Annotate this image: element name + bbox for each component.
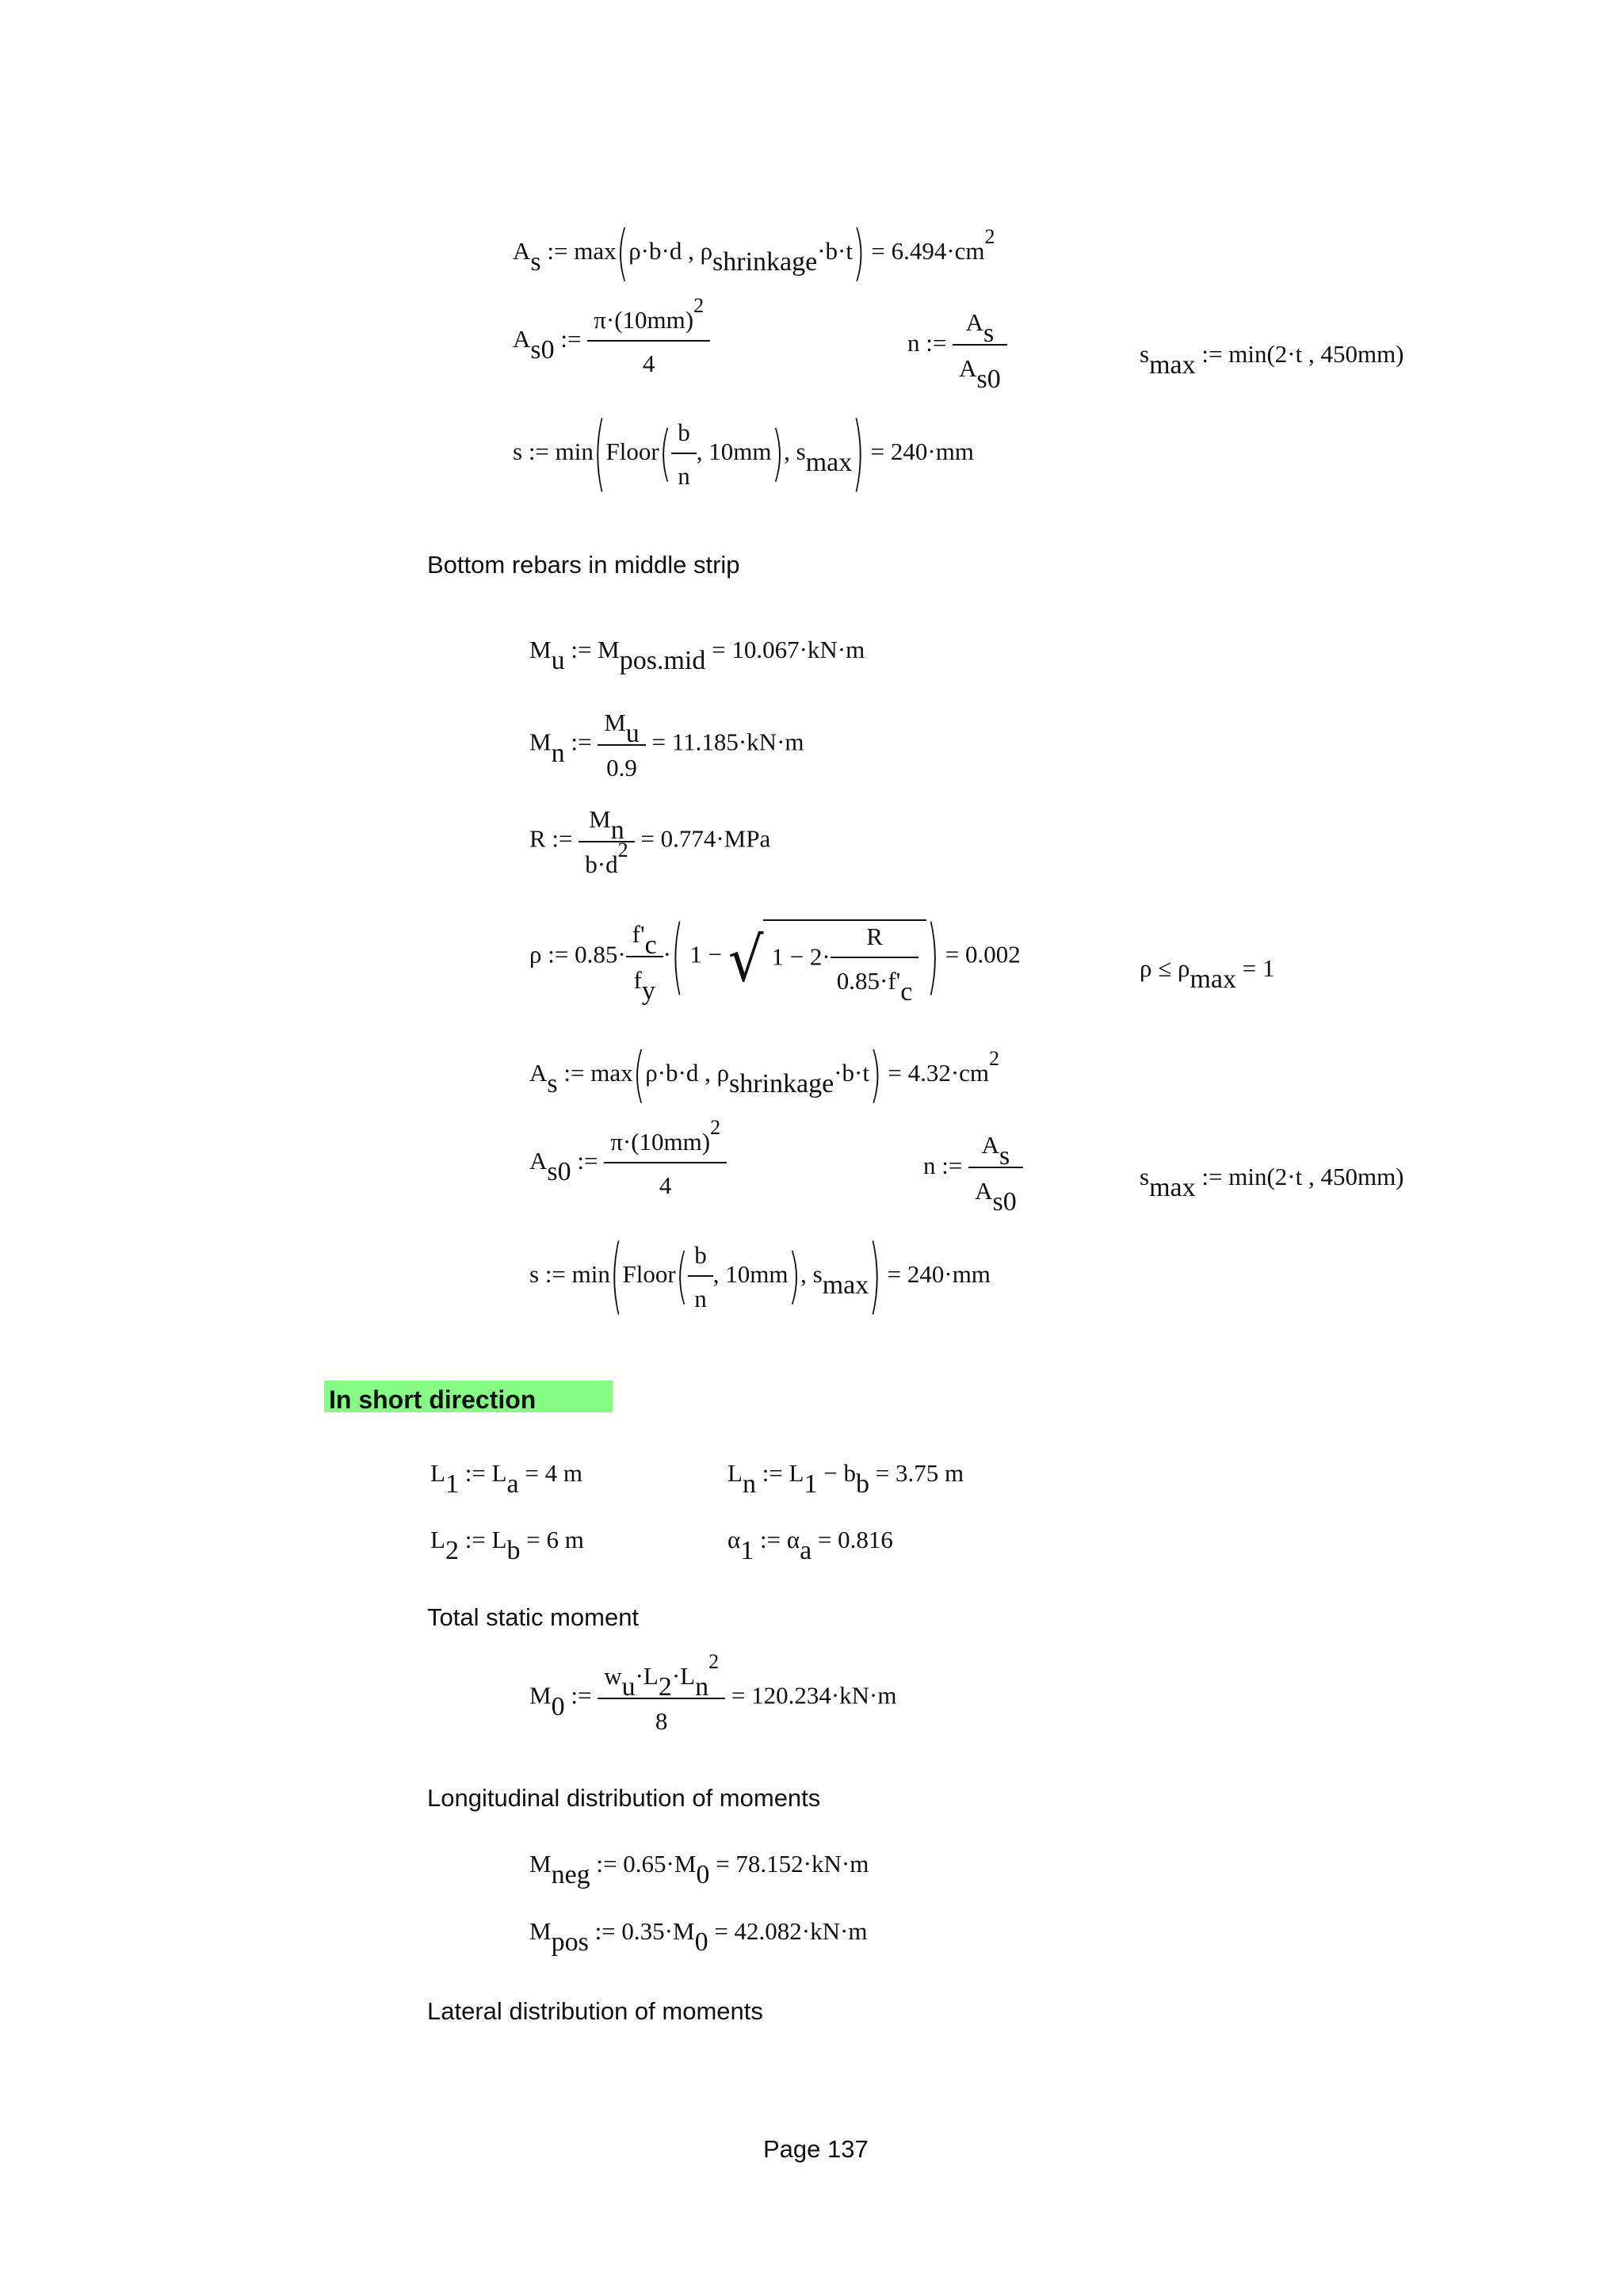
heading-bottom-middle-strip: Bottom rebars in middle strip [427,551,740,579]
heading-longitudinal-distribution: Longitudinal distribution of moments [427,1784,821,1812]
eq-n-top: n := $\frac{As}{As0}$ [907,309,1007,382]
eq-smax-top: smax := min(2·t , 450mm) [1140,340,1404,380]
heading-total-static-moment: Total static moment [427,1603,640,1631]
eq-Mu: Mu := Mpos.mid = 10.067·kN·m [529,636,865,675]
eq-As-bottom: As := max(ρ·b·d , ρshrinkage·b·t) = $4.32\cdot cm^2$ [529,1041,1000,1110]
eq-n-bottom: n := $\frac{As}{As0}$ [923,1132,1023,1205]
eq-alpha1: α1 := αa = 0.816 [727,1526,893,1565]
eq-R: R := $\frac{Mn}{b\cdot d^2}$ = 0.774·MPa [529,805,771,878]
eq-Mn: Mn := $\frac{Mu}{0.9}$ = 11.185·kN·m [529,709,804,781]
heading-lateral-distribution: Lateral distribution of moments [427,1997,763,2025]
eq-s-top: s := min(Floor( $\frac{b}{n}$ , 10mm), smax) = 240·mm [513,407,974,502]
eq-Mpos: Mpos := 0.35·M0 = 42.082·kN·m [529,1917,868,1957]
eq-L2: L2 := Lb = 6 m [430,1526,584,1565]
eq-smax-bottom: smax := min(2·t , 450mm) [1140,1163,1404,1202]
eq-s-bottom: s := min(Floor( $\frac{b}{n}$ , 10mm), smax) = 240·mm [529,1229,991,1324]
page-number: Page 137 [763,2135,869,2163]
eq-rho: ρ := 0.85· $\frac{f'c}{fy}$ ·( 1 − √ 1 − 2· $\frac{R}{0.85\cdot f'c}$ ) = 0.002 [529,909,1021,1007]
eq-Ln: Ln := L1 − bb = 3.75 m [727,1459,964,1499]
eq-As0-bottom: As0 := $\frac{\pi\cdot(10mm)^2}{4}$ [529,1129,727,1198]
eq-As-top: As := max(ρ·b·d , ρshrinkage·b·t) = $6.494\cdot cm^2$ [513,219,995,288]
eq-M0: M0 := $\frac{wu\cdot L2\cdot Ln^2}{8}$ = 120.234·kN·m [529,1650,897,1735]
eq-As0-top: As0 := $\frac{\pi\cdot(10mm)^2}{4}$ [513,308,710,376]
eq-L1: L1 := La = 4 m [430,1459,582,1499]
eq-rho-check: ρ ≤ ρmax = 1 [1140,954,1275,994]
section-title-short-direction: In short direction [329,1385,537,1414]
eq-Mneg: Mneg := 0.65·M0 = 78.152·kN·m [529,1850,869,1889]
